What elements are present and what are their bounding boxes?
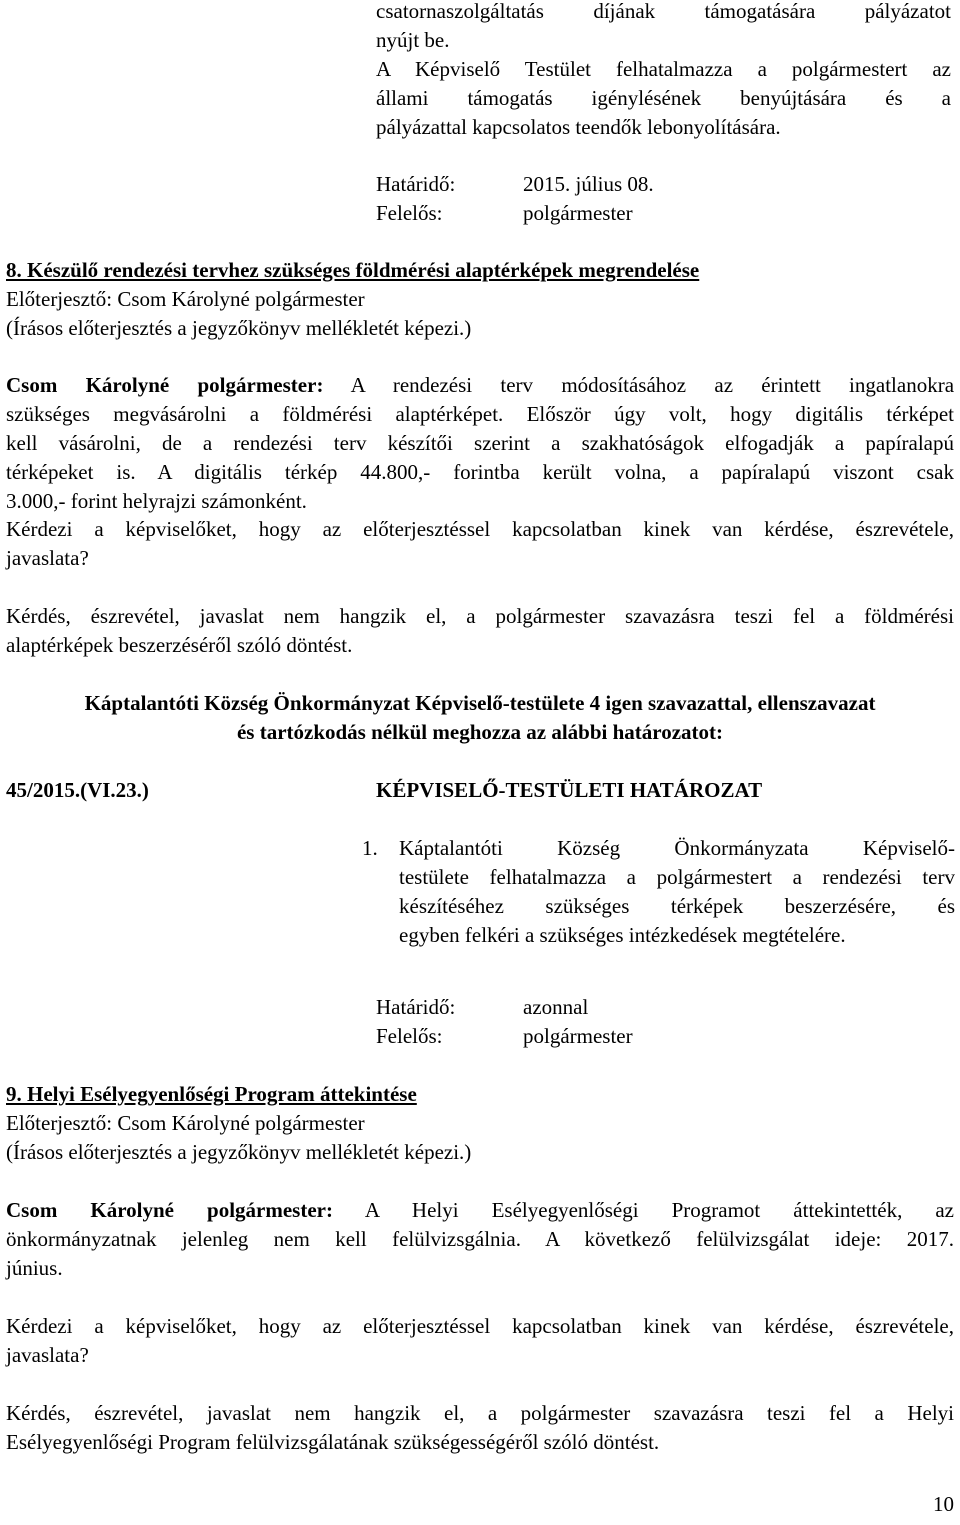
vote-line: alaptérképek beszerzéséről szóló döntést. bbox=[6, 633, 353, 657]
paragraph-line: 3.000,- forint helyrajzi számonként. bbox=[6, 489, 307, 513]
question-line: Kérdezi a képviselőket, hogy az előterjesztéssel kapcsolatban kinek van kérdése, észrevétele, bbox=[6, 1314, 954, 1338]
deadline-label: Határidő: bbox=[376, 995, 456, 1019]
resolution-line: egyben felkéri a szükséges intézkedések megtételére. bbox=[399, 923, 846, 947]
resolution-line: készítéséhez szükséges térképek beszerzésére, és bbox=[399, 894, 955, 918]
vote-line: Esélyegyenlőségi Program felülvizsgálatának szükségességéről szóló döntést. bbox=[6, 1430, 660, 1454]
question-line: javaslata? bbox=[6, 546, 89, 570]
speaker-name: Csom Károlyné polgármester: bbox=[6, 373, 324, 397]
paragraph-line: kell vásárolni, de a rendezési terv készítői szerint a szakhatóságok elfogadják a papíralapú bbox=[6, 431, 954, 455]
continuation-line: pályázattal kapcsolatos teendők lebonyolítására. bbox=[376, 115, 781, 139]
decision-statement: Káptalantóti Község Önkormányzat Képviselő-testülete 4 igen szavazattal, ellenszavazat bbox=[84, 691, 876, 715]
deadline-label: Határidő: bbox=[376, 172, 456, 196]
responsible-value: polgármester bbox=[523, 1024, 633, 1048]
presenter: Előterjesztő: Csom Károlyné polgármester bbox=[6, 1111, 365, 1135]
paragraph-line: szükséges megvásárolni a földmérési alaptérképet. Először úgy volt, hogy digitális térképet bbox=[6, 402, 954, 426]
continuation-line: csatornaszolgáltatás díjának támogatására pályázatot bbox=[376, 0, 951, 23]
resolution-title: KÉPVISELŐ-TESTÜLETI HATÁROZAT bbox=[376, 778, 763, 802]
decision-statement: és tartózkodás nélkül meghozza az alábbi határozatot: bbox=[236, 720, 724, 744]
attachment-note: (Írásos előterjesztés a jegyzőkönyv mellékletét képezi.) bbox=[6, 316, 472, 340]
paragraph-line bbox=[6, 371, 954, 400]
paragraph-line: önkormányzatnak jelenleg nem kell felülvizsgálnia. A következő felülvizsgálat ideje: 2017. bbox=[6, 1227, 954, 1251]
question-line: Kérdezi a képviselőket, hogy az előterjesztéssel kapcsolatban kinek van kérdése, észrevétele, bbox=[6, 517, 954, 541]
paragraph-line: térképeket is. A digitális térkép 44.800,- forintba került volna, a papíralapú viszont csak bbox=[6, 460, 954, 484]
continuation-line: állami támogatás igénylésének benyújtására és a bbox=[376, 86, 951, 110]
vote-line: Kérdés, észrevétel, javaslat nem hangzik el, a polgármester szavazásra teszi fel a Helyi bbox=[6, 1401, 954, 1425]
presenter: Előterjesztő: Csom Károlyné polgármester bbox=[6, 287, 365, 311]
deadline-value: 2015. július 08. bbox=[523, 172, 654, 196]
speaker-name: Csom Károlyné polgármester: bbox=[6, 1198, 333, 1222]
resolution-line: testülete felhatalmazza a polgármestert a rendezési terv bbox=[399, 865, 955, 889]
section-heading: 8. Készülő rendezési tervhez szükséges földmérési alaptérképek megrendelése bbox=[6, 258, 700, 282]
responsible-label: Felelős: bbox=[376, 1024, 443, 1048]
page-number: 10 bbox=[933, 1492, 954, 1516]
continuation-line: A Képviselő Testület felhatalmazza a polgármestert az bbox=[376, 57, 951, 81]
paragraph-line: június. bbox=[6, 1256, 63, 1280]
responsible-value: polgármester bbox=[523, 201, 633, 225]
resolution-line: Káptalantóti Község Önkormányzata Képviselő- bbox=[399, 836, 955, 860]
responsible-label: Felelős: bbox=[376, 201, 443, 225]
attachment-note: (Írásos előterjesztés a jegyzőkönyv mellékletét képezi.) bbox=[6, 1140, 472, 1164]
speech-text: A Helyi Esélyegyenlőségi Programot áttekintették, az bbox=[364, 1198, 955, 1222]
resolution-number: 45/2015.(VI.23.) bbox=[6, 778, 149, 802]
resolution-item-number: 1. bbox=[362, 836, 378, 860]
question-line: javaslata? bbox=[6, 1343, 89, 1367]
continuation-line: nyújt be. bbox=[376, 28, 450, 52]
speech-text: A rendezési terv módosításához az érintett ingatlanokra bbox=[350, 373, 955, 397]
vote-line: Kérdés, észrevétel, javaslat nem hangzik el, a polgármester szavazásra teszi fel a földmérési bbox=[6, 604, 954, 628]
section-heading: 9. Helyi Esélyegyenlőségi Program áttekintése bbox=[6, 1082, 417, 1106]
deadline-value: azonnal bbox=[523, 995, 589, 1019]
paragraph-line bbox=[6, 1196, 954, 1225]
